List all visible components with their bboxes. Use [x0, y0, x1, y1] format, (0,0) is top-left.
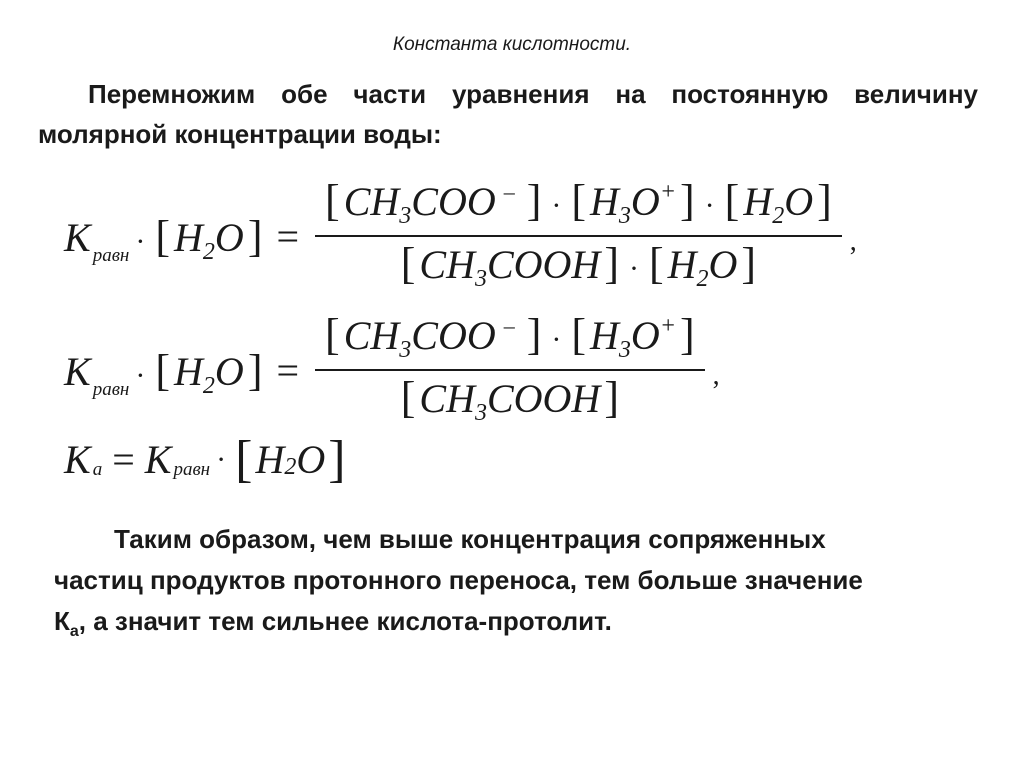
- equation-2: K равн · [ H 2 O ] = $\frac{[ CH_3COO ^- ] \cdot [ H_3O^+]}{[ CH_3COOH]}$ ,: [64, 310, 720, 426]
- equation-1-lhs: K равн · [ H 2 O ]: [64, 211, 263, 266]
- intro-paragraph: Перемножим обе части уравнения на постоянную величину молярной концентрации воды:: [38, 79, 978, 149]
- equation-3: K a = K равн · [ H 2 O ]: [64, 431, 346, 488]
- equation-2-fraction: [315, 312, 705, 428]
- equation-1: K равн · [ H 2 O ] = $\frac{[ CH_3COO ^- ] \cdot [ H_3O^+] \cdot [ H_2O]}{[ CH_3COOH] \cdot [ H_2O]}$ ,: [64, 176, 857, 292]
- equation-1-numerator: [ $CH_3COO$ – ] · [ $H_3O^+$] · [ $H_2O$]: [325, 176, 832, 229]
- equation-1-denominator: [ $CH_3COOH$] · [ $H_2O$]: [400, 239, 757, 292]
- slide-title: Константа кислотности.: [392, 34, 632, 55]
- equation-2-lhs: K равн · [ H 2 O ]: [64, 345, 263, 400]
- conclusion-paragraph: Таким образом, чем выше концентрация сопряженных частиц продуктов протонного переноса, тем больше значение $К_а$, а значит тем сильнее кислота-протолит.: [54, 524, 863, 640]
- equation-2-denominator: [ $CH_3COOH$]: [400, 373, 619, 426]
- equation-2-numerator: [ $CH_3COO$ – ] · [ $H_3O^+$]: [325, 310, 695, 363]
- equation-1-fraction: [315, 178, 842, 294]
